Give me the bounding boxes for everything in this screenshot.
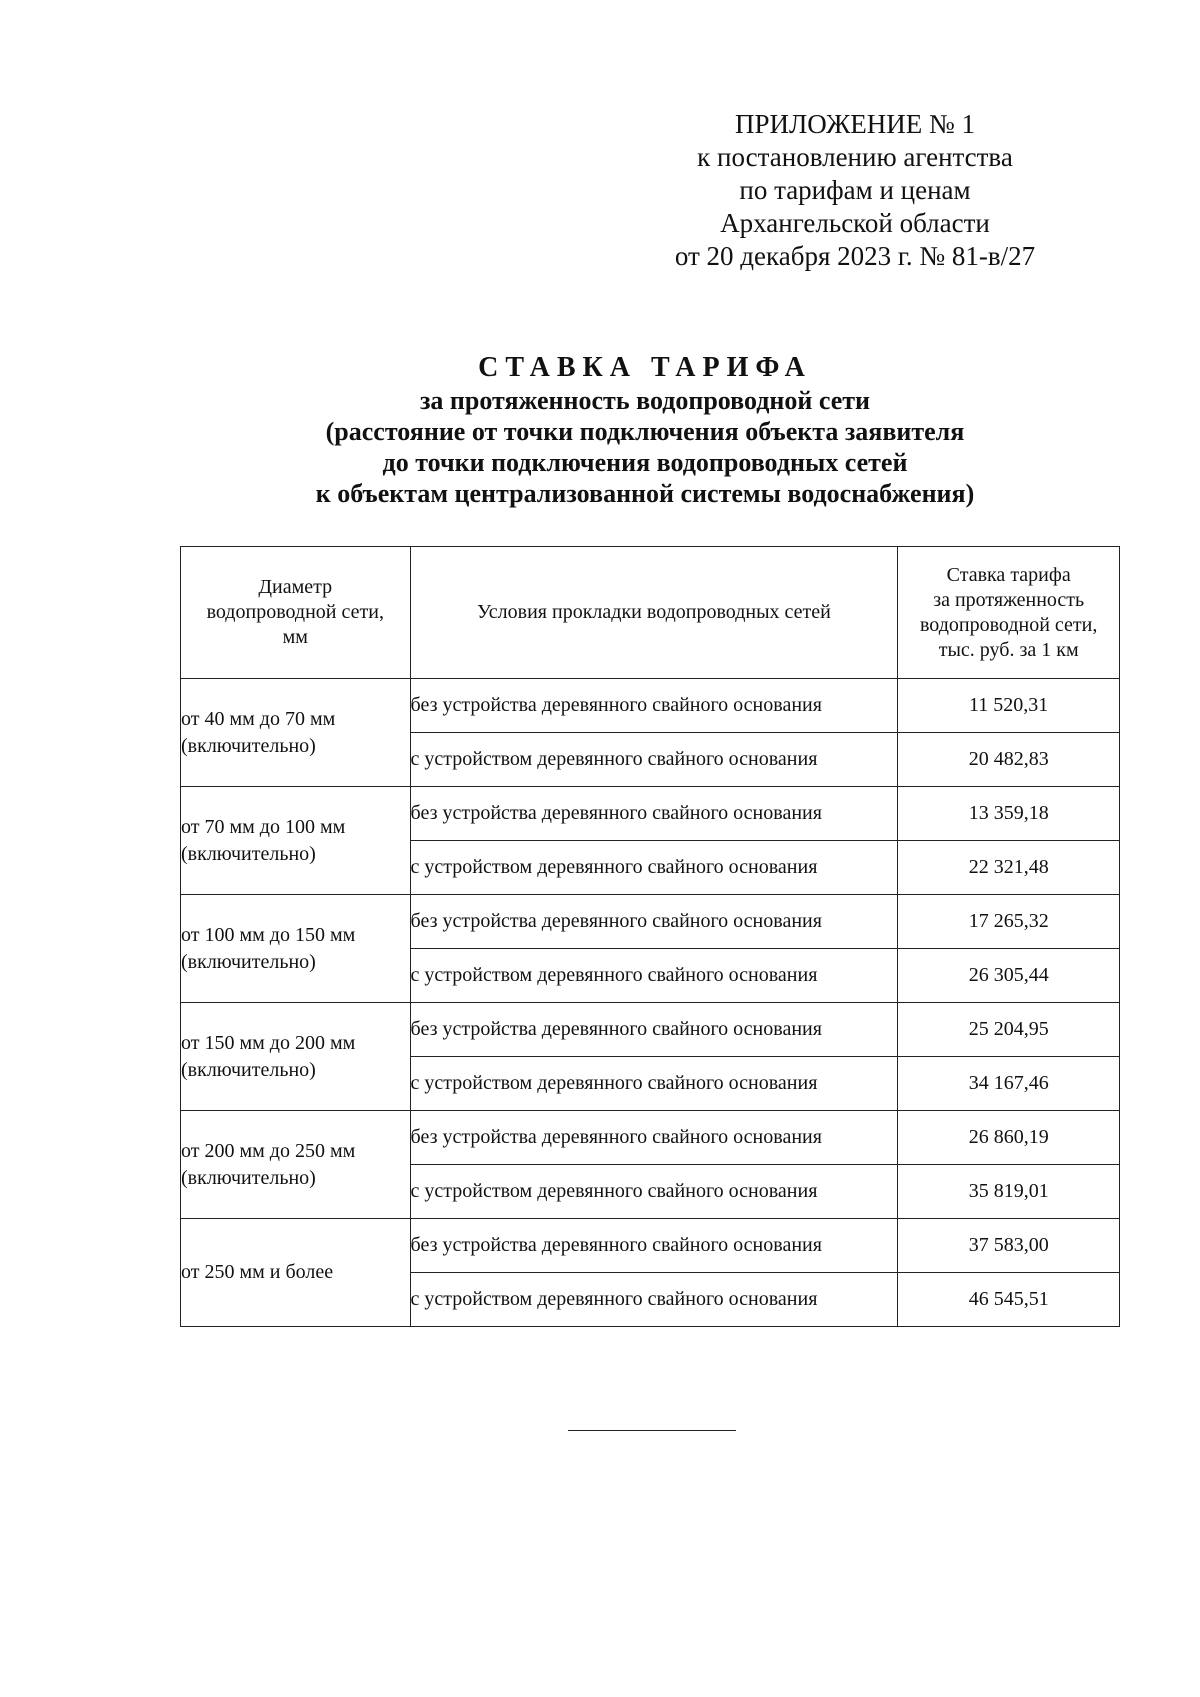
header-rate: Ставка тарифа за протяженность водопроводной сети, тыс. руб. за 1 км: [898, 547, 1120, 679]
heading-line: (расстояние от точки подключения объекта заявителя: [325, 417, 965, 446]
document-heading: [180, 352, 1110, 509]
heading-line: до точки подключения водопроводных сетей: [382, 448, 908, 477]
diameter-cell: от 100 мм до 150 мм (включительно): [181, 895, 411, 1003]
heading-line: к объектам централизованной системы водоснабжения): [315, 479, 975, 508]
appendix-title: ПРИЛОЖЕНИЕ № 1: [734, 109, 976, 139]
rate-cell: 35 819,01: [898, 1165, 1120, 1219]
rate-cell: 20 482,83: [898, 733, 1120, 787]
table-row: [181, 1003, 1120, 1057]
rate-cell: 22 321,48: [898, 841, 1120, 895]
diameter-cell: от 150 мм до 200 мм (включительно): [181, 1003, 411, 1111]
table-row: [181, 1219, 1120, 1273]
condition-cell: с устройством деревянного свайного основания: [410, 1165, 898, 1219]
condition-cell: с устройством деревянного свайного основания: [410, 841, 898, 895]
condition-cell: без устройства деревянного свайного основания: [410, 1003, 898, 1057]
rate-cell: 11 520,31: [898, 679, 1120, 733]
diameter-cell: от 250 мм и более: [181, 1219, 411, 1327]
condition-cell: без устройства деревянного свайного основания: [410, 1111, 898, 1165]
condition-cell: с устройством деревянного свайного основания: [410, 949, 898, 1003]
condition-cell: с устройством деревянного свайного основания: [410, 1057, 898, 1111]
rate-cell: 46 545,51: [898, 1273, 1120, 1327]
appendix-line: от 20 декабря 2023 г. № 81-в/27: [674, 241, 1036, 271]
rate-cell: 25 204,95: [898, 1003, 1120, 1057]
condition-cell: без устройства деревянного свайного основания: [410, 787, 898, 841]
appendix-line: по тарифам и ценам: [739, 175, 971, 205]
condition-cell: с устройством деревянного свайного основания: [410, 1273, 898, 1327]
rate-cell: 26 860,19: [898, 1111, 1120, 1165]
table-header-row: [181, 547, 1120, 679]
appendix-line: к постановлению агентства: [697, 142, 1013, 172]
table-row: [181, 1111, 1120, 1165]
appendix-block: [640, 108, 1070, 273]
heading-line: за протяженность водопроводной сети: [419, 386, 871, 415]
document-title: СТАВКА ТАРИФА: [478, 352, 812, 383]
appendix-line: Архангельской области: [720, 208, 990, 238]
rate-cell: 26 305,44: [898, 949, 1120, 1003]
condition-cell: без устройства деревянного свайного основания: [410, 1219, 898, 1273]
closing-rule: [568, 1430, 736, 1431]
diameter-cell: от 70 мм до 100 мм (включительно): [181, 787, 411, 895]
condition-cell: без устройства деревянного свайного основания: [410, 679, 898, 733]
table-row: [181, 679, 1120, 733]
header-diameter: Диаметр водопроводной сети, мм: [181, 547, 411, 679]
tariff-table: [180, 546, 1120, 1327]
condition-cell: с устройством деревянного свайного основания: [410, 733, 898, 787]
table-row: [181, 895, 1120, 949]
diameter-cell: от 200 мм до 250 мм (включительно): [181, 1111, 411, 1219]
rate-cell: 17 265,32: [898, 895, 1120, 949]
rate-cell: 13 359,18: [898, 787, 1120, 841]
table-row: [181, 787, 1120, 841]
diameter-cell: от 40 мм до 70 мм (включительно): [181, 679, 411, 787]
condition-cell: без устройства деревянного свайного основания: [410, 895, 898, 949]
rate-cell: 34 167,46: [898, 1057, 1120, 1111]
rate-cell: 37 583,00: [898, 1219, 1120, 1273]
header-conditions: Условия прокладки водопроводных сетей: [410, 547, 898, 679]
